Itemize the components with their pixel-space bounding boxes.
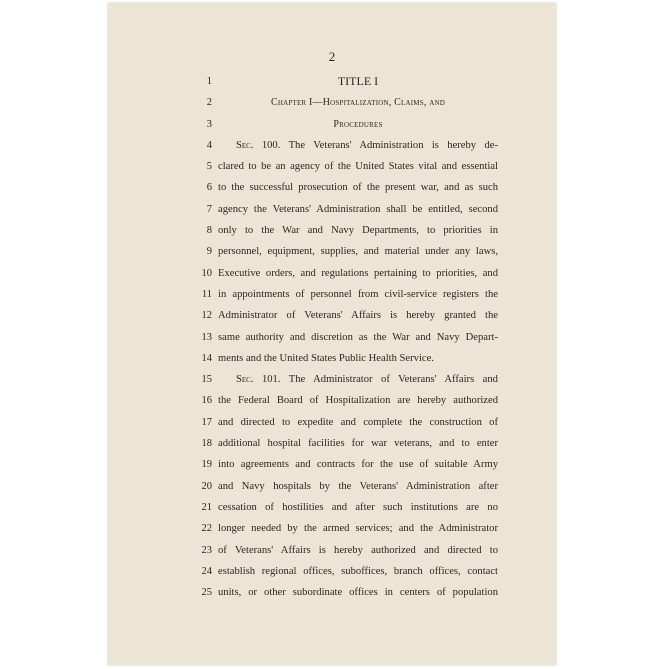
section-label: Sec. 100. bbox=[236, 139, 281, 151]
section-101-line: into agreements and contracts for the use of suitable Army bbox=[218, 459, 498, 471]
section-101-line: of Veterans' Affairs is hereby authorized and directed to bbox=[218, 544, 498, 556]
section-101-text: The Administrator of Veterans' Affairs and bbox=[288, 374, 498, 386]
line-number: 6 bbox=[206, 182, 212, 194]
line-number: 16 bbox=[201, 395, 212, 407]
line-number: 8 bbox=[206, 225, 212, 237]
section-101-line: longer needed by the armed services; and the Administrator bbox=[218, 523, 498, 535]
section-101-line: units, or other subordinate offices in centers of population bbox=[218, 587, 498, 599]
line-number: 21 bbox=[201, 501, 212, 513]
section-101-line: cessation of hostilities and after such institutions are no bbox=[218, 501, 498, 513]
chapter-heading: Chapter I—Hospitalization, Claims, and bbox=[271, 97, 445, 109]
chapter-heading-continued: Procedures bbox=[333, 118, 383, 130]
line-number: 17 bbox=[201, 416, 212, 428]
title-heading: TITLE I bbox=[337, 74, 379, 88]
section-100-line: only to the War and Navy Departments, to priorities in bbox=[218, 225, 498, 237]
line-number: 22 bbox=[201, 523, 212, 535]
section-100-line: clared to be an agency of the United States vital and essential bbox=[218, 161, 498, 173]
line-number: 23 bbox=[201, 544, 212, 556]
line-number: 5 bbox=[206, 161, 212, 173]
line-number: 2 bbox=[206, 97, 212, 109]
section-100-line: Executive orders, and regulations pertaining to priorities, and bbox=[218, 267, 498, 279]
line-number: 7 bbox=[206, 203, 212, 215]
bill-text bbox=[218, 71, 498, 603]
line-number: 4 bbox=[206, 139, 212, 151]
section-100-line: agency the Veterans' Administration shall be entitled, second bbox=[218, 203, 498, 215]
section-101-line: establish regional offices, suboffices, branch offices, contact bbox=[218, 565, 498, 577]
section-101-line: and Navy hospitals by the Veterans' Administration after bbox=[218, 480, 498, 492]
section-101-line: the Federal Board of Hospitalization are hereby authorized bbox=[218, 395, 498, 407]
line-number: 9 bbox=[206, 246, 212, 258]
line-number: 14 bbox=[201, 352, 212, 364]
section-100-line bbox=[218, 135, 498, 156]
line-number: 12 bbox=[201, 310, 212, 322]
line-number-column bbox=[188, 71, 212, 603]
section-100-line: in appointments of personnel from civil-service registers the bbox=[218, 288, 498, 300]
line-number: 15 bbox=[201, 374, 212, 386]
document-page bbox=[108, 3, 556, 665]
line-number: 20 bbox=[201, 480, 212, 492]
line-number: 18 bbox=[201, 438, 212, 450]
page-number: 2 bbox=[328, 49, 336, 64]
line-number: 25 bbox=[201, 587, 212, 599]
section-label: Sec. 101. bbox=[236, 374, 281, 386]
section-100-line: same authority and discretion as the War and Navy Depart- bbox=[218, 331, 498, 343]
section-101-line bbox=[218, 369, 498, 390]
section-100-line: ments and the United States Public Health Service. bbox=[218, 352, 434, 364]
line-number: 24 bbox=[201, 565, 212, 577]
line-number: 19 bbox=[201, 459, 212, 471]
section-100-line: to the successful prosecution of the present war, and as such bbox=[218, 182, 498, 194]
line-number: 10 bbox=[201, 267, 212, 279]
section-101-line: and directed to expedite and complete the construction of bbox=[218, 416, 498, 428]
section-101-line: additional hospital facilities for war veterans, and to enter bbox=[218, 438, 498, 450]
line-number: 13 bbox=[201, 331, 212, 343]
line-number: 1 bbox=[206, 76, 212, 87]
section-100-line: Administrator of Veterans' Affairs is hereby granted the bbox=[218, 310, 498, 322]
line-number: 11 bbox=[201, 288, 212, 300]
line-number: 3 bbox=[206, 118, 212, 130]
section-100-text: The Veterans' Administration is hereby de- bbox=[288, 139, 498, 151]
section-100-line: personnel, equipment, supplies, and material under any laws, bbox=[218, 246, 498, 258]
